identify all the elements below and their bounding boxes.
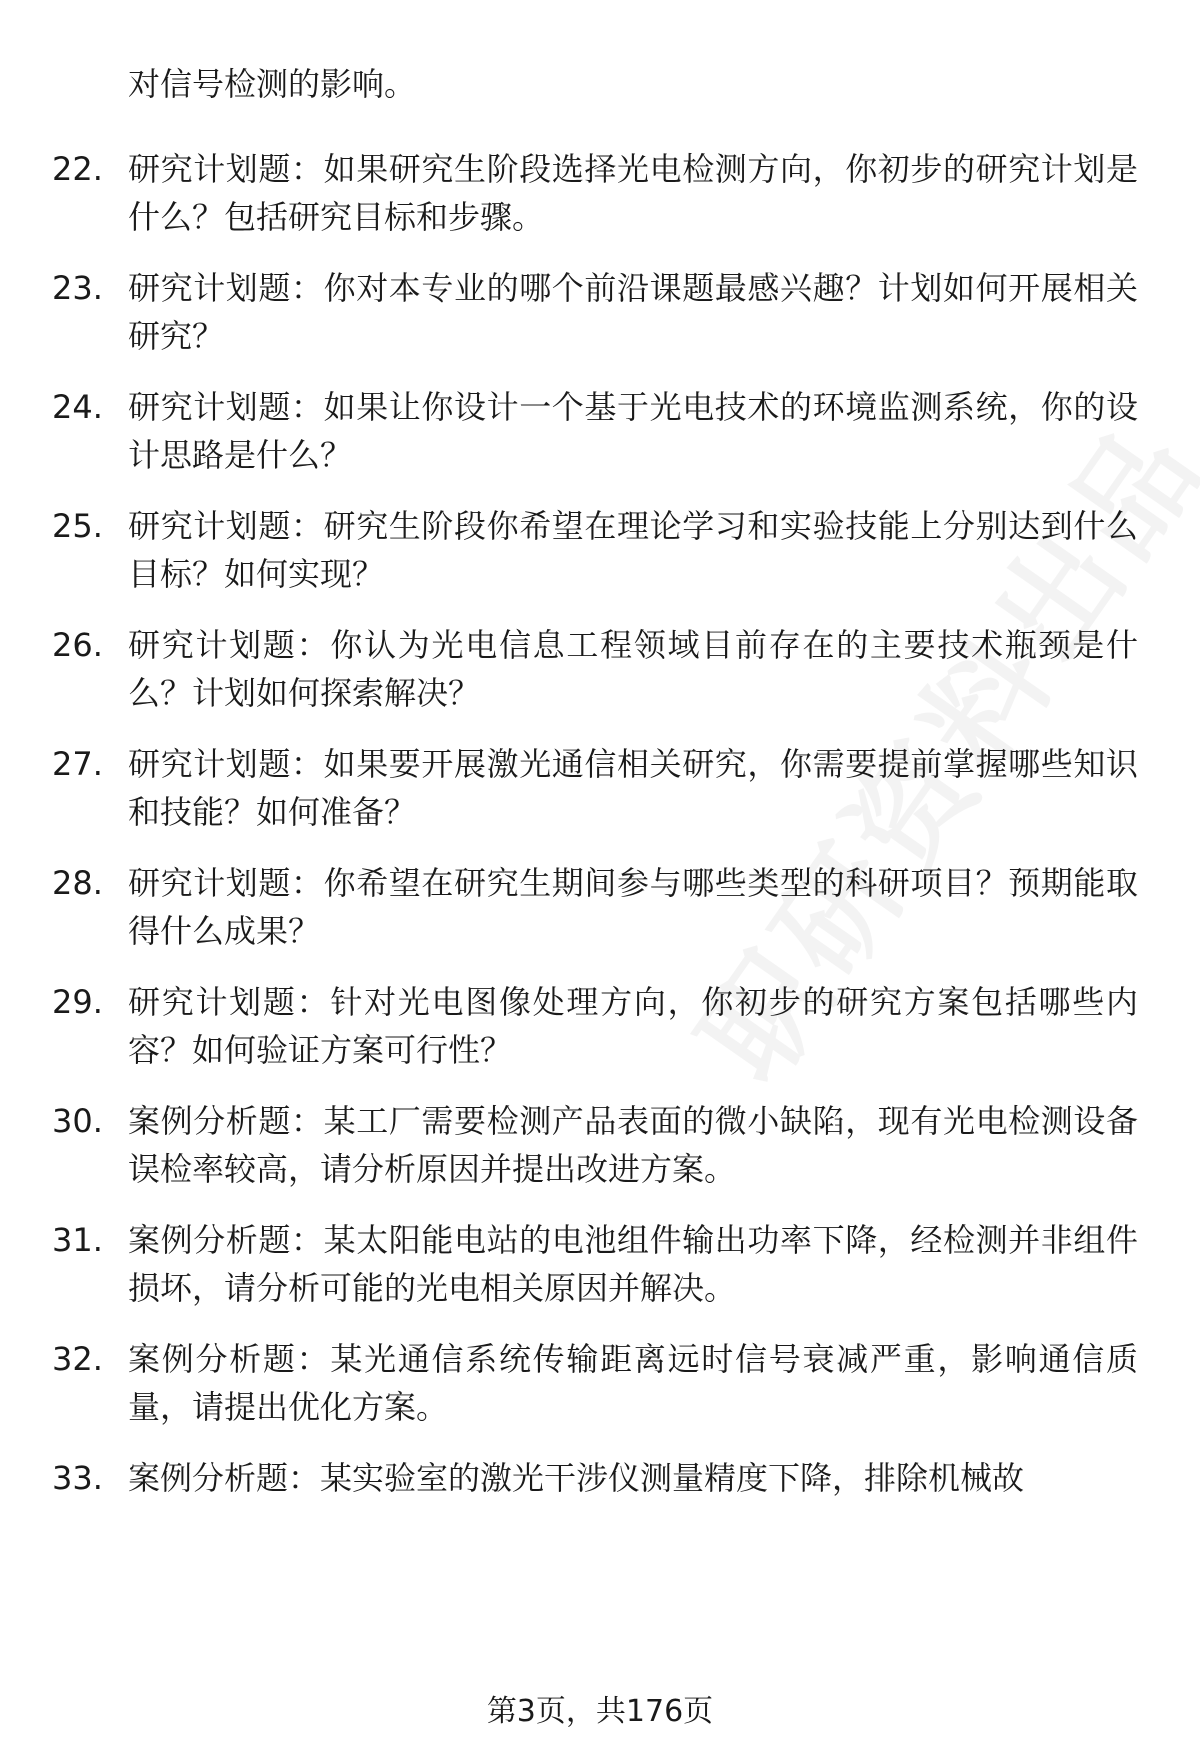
item-number: 25. bbox=[52, 507, 103, 545]
item-text: 案例分析题：某工厂需要检测产品表面的微小缺陷，现有光电检测设备误检率较高，请分析原因并提出改进方案。 bbox=[128, 1102, 1138, 1188]
item-number: 27. bbox=[52, 745, 103, 783]
item-text: 研究计划题：研究生阶段你希望在理论学习和实验技能上分别达到什么目标？如何实现？ bbox=[128, 507, 1138, 593]
item-text: 案例分析题：某光通信系统传输距离远时信号衰减严重，影响通信质量，请提出优化方案。 bbox=[128, 1340, 1138, 1426]
item-text: 案例分析题：某太阳能电站的电池组件输出功率下降，经检测并非组件损坏，请分析可能的光电相关原因并解决。 bbox=[128, 1221, 1138, 1307]
item-text: 案例分析题：某实验室的激光干涉仪测量精度下降，排除机械故 bbox=[128, 1459, 1025, 1497]
item-text: 研究计划题：你认为光电信息工程领域目前存在的主要技术瓶颈是什么？计划如何探索解决？ bbox=[128, 626, 1138, 712]
page-footer: 第3页，共176页 bbox=[486, 1694, 714, 1729]
item-number: 31. bbox=[52, 1221, 103, 1259]
item-number: 28. bbox=[52, 864, 103, 902]
item-text: 研究计划题：如果研究生阶段选择光电检测方向，你初步的研究计划是什么？包括研究目标和步骤。 bbox=[128, 150, 1138, 236]
item-text: 研究计划题：你希望在研究生期间参与哪些类型的科研项目？预期能取得什么成果？ bbox=[128, 864, 1138, 950]
item-number: 23. bbox=[52, 269, 103, 307]
item-number: 22. bbox=[52, 150, 103, 188]
continuation-text: 对信号检测的影响。 bbox=[128, 65, 417, 103]
item-number: 30. bbox=[52, 1102, 103, 1140]
item-text: 研究计划题：你对本专业的哪个前沿课题最感兴趣？计划如何开展相关研究？ bbox=[128, 269, 1138, 355]
item-number: 24. bbox=[52, 388, 103, 426]
item-text: 研究计划题：针对光电图像处理方向，你初步的研究方案包括哪些内容？如何验证方案可行性？ bbox=[128, 983, 1138, 1069]
item-number: 26. bbox=[52, 626, 103, 664]
item-number: 29. bbox=[52, 983, 103, 1021]
item-number: 33. bbox=[52, 1459, 103, 1497]
item-text: 研究计划题：如果要开展激光通信相关研究，你需要提前掌握哪些知识和技能？如何准备？ bbox=[128, 745, 1138, 831]
item-text: 研究计划题：如果让你设计一个基于光电技术的环境监测系统，你的设计思路是什么？ bbox=[128, 388, 1138, 474]
item-number: 32. bbox=[52, 1340, 103, 1378]
